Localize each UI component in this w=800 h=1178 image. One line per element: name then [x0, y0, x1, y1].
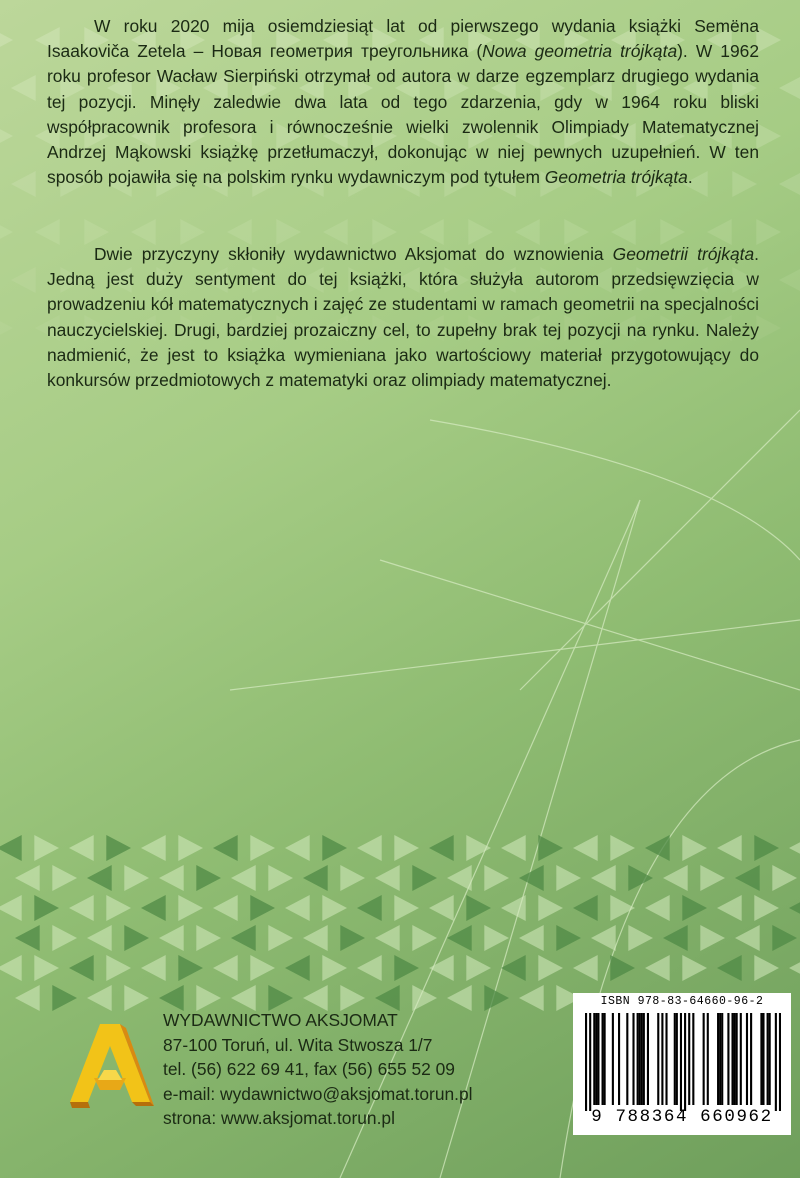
pattern-triangle [700, 925, 725, 951]
pattern-triangle [779, 75, 800, 101]
pattern-triangle [69, 895, 94, 921]
barcode-bar [637, 1013, 639, 1105]
pattern-triangle [375, 925, 400, 951]
ean-digits: 9 788364 660962 [591, 1107, 773, 1127]
pattern-triangle [141, 835, 166, 861]
pattern-triangle [0, 219, 13, 245]
pattern-triangle [268, 925, 293, 951]
pattern-triangle [268, 865, 293, 891]
barcode-bar [597, 1013, 599, 1105]
pattern-triangle [717, 955, 742, 981]
pattern-triangle [519, 925, 544, 951]
description-paragraph-2 [47, 242, 759, 393]
pattern-triangle [11, 75, 36, 101]
pattern-triangle [779, 267, 800, 293]
pattern-triangle [322, 895, 347, 921]
pattern-triangle [682, 835, 707, 861]
pattern-triangle [52, 925, 77, 951]
pattern-triangle [789, 835, 800, 861]
pattern-triangle [250, 895, 275, 921]
pattern-triangle [628, 925, 653, 951]
pattern-triangle [231, 925, 256, 951]
pattern-triangle [394, 895, 419, 921]
barcode-bar [721, 1013, 723, 1105]
barcode-bar [665, 1013, 667, 1105]
pattern-triangle [0, 315, 13, 341]
pattern-triangle [178, 835, 203, 861]
pattern-triangle [394, 955, 419, 981]
pattern-triangle [322, 835, 347, 861]
pattern-triangle [124, 925, 149, 951]
bottom-triangle-pattern [0, 835, 800, 1011]
pattern-triangle [756, 219, 781, 245]
barcode-bar [750, 1013, 752, 1105]
paragraph-1-text-1: W roku 2020 mija osiemdziesiąt lat od pierwszego wydania książki Semëna Isaakoviča Zetela – Новая геометрия треугольника ( [47, 16, 759, 62]
pattern-triangle [15, 985, 40, 1011]
pattern-triangle [124, 865, 149, 891]
barcode-bar [731, 1013, 733, 1105]
pattern-triangle [573, 955, 598, 981]
paragraph-1-italic-title-2: Geometria trójkąta [544, 167, 688, 188]
pattern-triangle [610, 835, 635, 861]
pattern-triangle [159, 865, 184, 891]
pattern-triangle [213, 955, 238, 981]
pattern-triangle [556, 865, 581, 891]
pattern-triangle [501, 895, 526, 921]
barcode-bar [736, 1013, 738, 1105]
barcode-bar [740, 1013, 742, 1105]
pattern-triangle [106, 895, 131, 921]
pattern-triangle [663, 925, 688, 951]
pattern-triangle [285, 895, 310, 921]
barcode-bar [595, 1013, 597, 1105]
barcode-bar [727, 1013, 729, 1105]
barcode-bar [692, 1013, 694, 1105]
pattern-triangle [772, 925, 797, 951]
pattern-triangle [645, 895, 670, 921]
pattern-triangle [484, 925, 509, 951]
pattern-triangle [466, 895, 491, 921]
pattern-triangle [735, 925, 760, 951]
pattern-triangle [213, 835, 238, 861]
barcode-bar [760, 1013, 762, 1105]
pattern-triangle [447, 865, 472, 891]
barcode-bar [657, 1013, 659, 1105]
description-paragraph-1 [47, 14, 759, 190]
paragraph-2-italic-title: Geometrii trójkąta [612, 244, 755, 264]
pattern-triangle [322, 955, 347, 981]
barcode-bar [674, 1013, 676, 1105]
barcode-bar [762, 1013, 764, 1105]
pattern-triangle [141, 895, 166, 921]
barcode-bar [618, 1013, 620, 1105]
pattern-triangle [87, 865, 112, 891]
pattern-triangle [519, 985, 544, 1011]
pattern-triangle [466, 835, 491, 861]
publisher-email: e-mail: wydawnictwo@aksjomat.torun.pl [163, 1083, 473, 1104]
publisher-address: 87-100 Toruń, ul. Wita Stwosza 1/7 [163, 1034, 433, 1055]
pattern-triangle [756, 123, 781, 149]
barcode-bar [676, 1013, 678, 1105]
pattern-triangle [375, 865, 400, 891]
barcode-bar [684, 1013, 686, 1111]
barcode-bar [593, 1013, 595, 1105]
publisher-info [163, 1008, 473, 1131]
pattern-triangle [357, 955, 382, 981]
pattern-triangle [196, 865, 221, 891]
pattern-triangle [0, 955, 22, 981]
barcode-bar [688, 1013, 690, 1105]
pattern-triangle [303, 925, 328, 951]
barcode-bar [641, 1013, 643, 1105]
barcode-bar [661, 1013, 663, 1105]
pattern-triangle [15, 865, 40, 891]
pattern-triangle [591, 925, 616, 951]
barcode-bar [680, 1013, 682, 1111]
pattern-triangle [394, 835, 419, 861]
pattern-triangle [610, 895, 635, 921]
paragraph-1-text-3: . [687, 167, 693, 188]
pattern-triangle [141, 955, 166, 981]
barcode-bar [647, 1013, 649, 1105]
pattern-triangle [789, 955, 800, 981]
pattern-triangle [52, 985, 77, 1011]
pattern-triangle [0, 835, 22, 861]
pattern-triangle [429, 895, 454, 921]
isbn-label: ISBN 978-83-64660-96-2 [600, 995, 764, 1008]
pattern-triangle [484, 865, 509, 891]
pattern-triangle [756, 315, 781, 341]
barcode-bar [775, 1013, 777, 1111]
pattern-triangle [429, 955, 454, 981]
pattern-triangle [0, 27, 13, 53]
pattern-triangle [196, 925, 221, 951]
barcode-bar [779, 1013, 781, 1111]
publisher-name: WYDAWNICTWO AKSJOMAT [163, 1010, 398, 1030]
pattern-triangle [87, 925, 112, 951]
pattern-triangle [412, 865, 437, 891]
pattern-triangle [340, 925, 365, 951]
pattern-triangle [52, 865, 77, 891]
pattern-triangle [754, 955, 779, 981]
pattern-triangle [106, 955, 131, 981]
pattern-triangle [538, 895, 563, 921]
paragraph-1-italic-title-1: Nowa geometria trójkąta [482, 41, 678, 62]
barcode-bar [643, 1013, 645, 1105]
pattern-triangle [663, 865, 688, 891]
pattern-triangle [178, 955, 203, 981]
paragraph-1-text-2: ). W 1962 roku profesor Wacław Sierpiński otrzymał od autora w darze egzemplarz drugiego wydania tej pozycji. Minęły zaledwie dwa lata od tego zdarzenia, gdy w 1964 roku bliski współpracownik profesora i równocześnie wielki zwolennik Olimpiady Matematycznej Andrzej Mąkowski książkę przetłumaczył, dokonując w niej pewnych uzupełnień. W ten sposób pojawiła się na polskim rynku wydawniczym pod tytułem [47, 41, 759, 188]
pattern-triangle [34, 835, 59, 861]
pattern-triangle [159, 925, 184, 951]
pattern-triangle [717, 895, 742, 921]
barcode-bar [639, 1013, 641, 1105]
pattern-triangle [756, 27, 781, 53]
barcode-bar [589, 1013, 591, 1111]
pattern-triangle [285, 955, 310, 981]
barcode-bar [746, 1013, 748, 1105]
pattern-triangle [250, 835, 275, 861]
paragraph-2-text-1: Dwie przyczyny skłoniły wydawnictwo Aksjomat do wznowienia [94, 244, 613, 264]
barcode-bar [734, 1013, 736, 1105]
pattern-triangle [124, 985, 149, 1011]
barcode-bars [585, 1013, 781, 1111]
barcode-bar [626, 1013, 628, 1105]
pattern-triangle [573, 835, 598, 861]
publisher-phone: tel. (56) 622 69 41, fax (56) 655 52 09 [163, 1059, 455, 1079]
pattern-triangle [484, 985, 509, 1011]
publisher-website: strona: www.aksjomat.torun.pl [163, 1108, 395, 1128]
pattern-triangle [501, 835, 526, 861]
pattern-triangle [700, 865, 725, 891]
pattern-triangle [357, 835, 382, 861]
pattern-triangle [213, 895, 238, 921]
paragraph-2-text-2: . Jedną jest duży sentyment do tej książki, która służyła autorom przedsięwzięcia w prowadzeniu kół matematycznych i zajęć ze studentami w ramach geometrii na specjalności nauczycielskiej. Drugi, bardziej prozaiczny cel, to zupełny brak tej pozycji na rynku. Należy nadmienić, że jest to książka wymieniana jako wartościowy materiał przygotowujący do konkursów przedmiotowych z matematyki oraz olimpiady matematycznej. [47, 244, 759, 391]
pattern-triangle [412, 925, 437, 951]
pattern-triangle [717, 835, 742, 861]
pattern-triangle [610, 955, 635, 981]
pattern-triangle [573, 895, 598, 921]
pattern-triangle [682, 955, 707, 981]
pattern-triangle [15, 925, 40, 951]
aksjomat-logo-icon [64, 1020, 156, 1112]
barcode-bar [717, 1013, 719, 1105]
pattern-triangle [34, 955, 59, 981]
pattern-triangle [303, 865, 328, 891]
pattern-triangle [69, 955, 94, 981]
pattern-triangle [538, 835, 563, 861]
barcode-bar [602, 1013, 604, 1105]
pattern-triangle [645, 955, 670, 981]
barcode-bar [585, 1013, 587, 1111]
barcode-bar [719, 1013, 721, 1105]
barcode-bar [767, 1013, 769, 1105]
barcode-bar [612, 1013, 614, 1105]
pattern-triangle [34, 895, 59, 921]
pattern-triangle [0, 895, 22, 921]
pattern-triangle [429, 835, 454, 861]
pattern-triangle [682, 895, 707, 921]
pattern-triangle [11, 171, 36, 197]
pattern-triangle [772, 865, 797, 891]
pattern-triangle [250, 955, 275, 981]
barcode-bar [632, 1013, 634, 1105]
barcode-bar [769, 1013, 771, 1105]
barcode-bar [604, 1013, 606, 1105]
pattern-triangle [106, 835, 131, 861]
pattern-triangle [779, 171, 800, 197]
pattern-triangle [591, 865, 616, 891]
barcode-bar [707, 1013, 709, 1105]
pattern-triangle [556, 925, 581, 951]
pattern-triangle [69, 835, 94, 861]
pattern-triangle [466, 955, 491, 981]
pattern-triangle [735, 865, 760, 891]
pattern-triangle [754, 895, 779, 921]
pattern-triangle [538, 955, 563, 981]
barcode-bar [703, 1013, 705, 1105]
pattern-triangle [340, 865, 365, 891]
pattern-triangle [789, 895, 800, 921]
pattern-triangle [231, 865, 256, 891]
pattern-triangle [754, 835, 779, 861]
pattern-triangle [0, 123, 13, 149]
pattern-triangle [178, 895, 203, 921]
pattern-triangle [357, 895, 382, 921]
pattern-triangle [87, 985, 112, 1011]
isbn-barcode [573, 993, 791, 1135]
pattern-triangle [285, 835, 310, 861]
pattern-triangle [11, 267, 36, 293]
